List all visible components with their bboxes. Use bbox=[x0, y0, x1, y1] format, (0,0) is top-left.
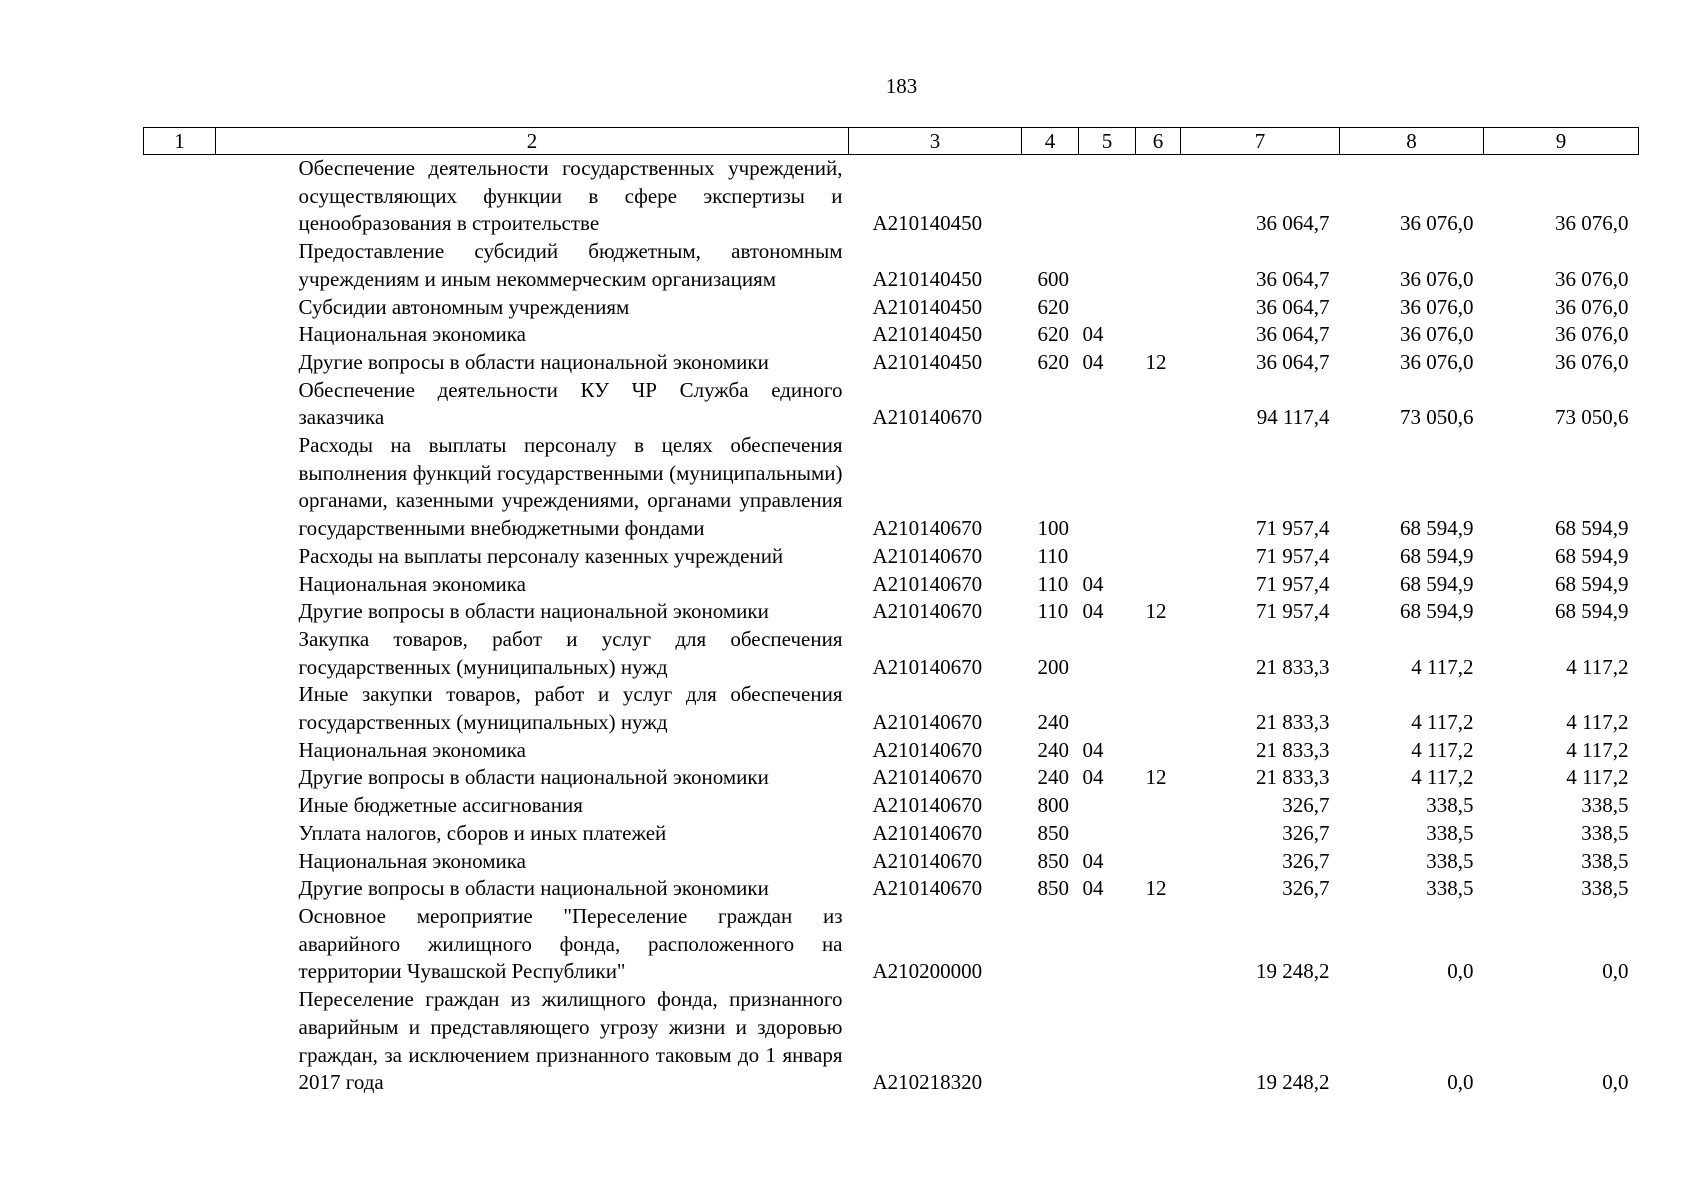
header-cell: 5 bbox=[1079, 128, 1136, 155]
row-amount-col9: 36 076,0 bbox=[1555, 211, 1629, 236]
row-subsection: 12 bbox=[1145, 349, 1167, 374]
row-amount-col8: 338,5 bbox=[1426, 793, 1474, 818]
row-section bbox=[1079, 681, 1136, 736]
row-amount-col9: 68 594,9 bbox=[1555, 599, 1629, 624]
row-expense-type: 110 bbox=[1037, 571, 1069, 596]
table-row bbox=[144, 155, 1639, 239]
row-empty-cell bbox=[144, 626, 216, 681]
row-expense-type: 850 bbox=[1037, 876, 1069, 901]
row-target-code: А210140670 bbox=[872, 599, 983, 624]
row-empty-cell bbox=[144, 820, 216, 848]
row-expense-type bbox=[1022, 377, 1079, 432]
row-subsection bbox=[1136, 848, 1181, 876]
row-section bbox=[1079, 903, 1136, 986]
row-amount-col8: 4 117,2 bbox=[1411, 710, 1474, 735]
table-row bbox=[144, 986, 1639, 1097]
row-section bbox=[1079, 986, 1136, 1097]
row-target-code: А210140670 bbox=[872, 793, 983, 818]
row-amount-col7: 36 064,7 bbox=[1256, 211, 1330, 236]
row-subsection: 12 bbox=[1145, 599, 1167, 624]
page-number: 183 bbox=[885, 74, 918, 98]
row-amount-col9: 36 076,0 bbox=[1555, 294, 1629, 319]
row-amount-col8: 68 594,9 bbox=[1400, 599, 1474, 624]
row-expense-type: 600 bbox=[1037, 266, 1069, 291]
row-amount-col7: 21 833,3 bbox=[1256, 654, 1330, 679]
header-cell: 9 bbox=[1484, 128, 1639, 155]
row-amount-col8: 36 076,0 bbox=[1400, 211, 1474, 236]
row-target-code: А210140670 bbox=[872, 405, 983, 430]
row-empty-cell bbox=[144, 764, 216, 792]
row-amount-col7: 94 117,4 bbox=[1256, 405, 1330, 430]
row-empty-cell bbox=[144, 321, 216, 349]
row-target-code: А210140450 bbox=[872, 349, 983, 374]
row-amount-col8: 36 076,0 bbox=[1400, 349, 1474, 374]
row-amount-col8: 4 117,2 bbox=[1411, 654, 1474, 679]
row-amount-col8: 338,5 bbox=[1426, 848, 1474, 873]
row-amount-col9: 0,0 bbox=[1602, 959, 1629, 984]
row-subsection bbox=[1136, 626, 1181, 681]
row-expense-type bbox=[1022, 155, 1079, 239]
row-amount-col7: 71 957,4 bbox=[1256, 571, 1330, 596]
row-empty-cell bbox=[144, 155, 216, 239]
header-cell: 2 bbox=[216, 128, 849, 155]
table-row bbox=[144, 432, 1639, 543]
row-amount-col7: 326,7 bbox=[1282, 793, 1330, 818]
row-description: Другие вопросы в области национальной экономики bbox=[298, 876, 769, 901]
row-amount-col8: 4 117,2 bbox=[1411, 737, 1474, 762]
row-expense-type: 240 bbox=[1037, 765, 1069, 790]
table-row bbox=[144, 238, 1639, 293]
row-description: Национальная экономика bbox=[298, 322, 526, 347]
table-row bbox=[144, 598, 1639, 626]
row-description: Уплата налогов, сборов и иных платежей bbox=[298, 820, 667, 845]
row-target-code: А210200000 bbox=[872, 959, 983, 984]
table-row bbox=[144, 875, 1639, 903]
row-amount-col9: 0,0 bbox=[1602, 1070, 1629, 1095]
row-description: Иные закупки товаров, работ и услуг для обеспечения государственных (муниципальных) нужд bbox=[298, 682, 843, 735]
row-expense-type: 240 bbox=[1037, 710, 1069, 735]
row-amount-col9: 4 117,2 bbox=[1566, 710, 1629, 735]
table-row bbox=[144, 820, 1639, 848]
row-amount-col9: 4 117,2 bbox=[1566, 654, 1629, 679]
table-row bbox=[144, 321, 1639, 349]
table-row bbox=[144, 737, 1639, 765]
budget-table bbox=[143, 127, 1639, 1097]
row-amount-col7: 71 957,4 bbox=[1256, 516, 1330, 541]
row-empty-cell bbox=[144, 875, 216, 903]
row-amount-col8: 338,5 bbox=[1426, 876, 1474, 901]
row-expense-type: 200 bbox=[1037, 654, 1069, 679]
row-expense-type: 800 bbox=[1037, 793, 1069, 818]
row-section: 04 bbox=[1082, 322, 1104, 347]
row-target-code: А210140670 bbox=[872, 571, 983, 596]
row-empty-cell bbox=[144, 571, 216, 599]
header-cell: 7 bbox=[1181, 128, 1340, 155]
row-target-code: А210140670 bbox=[872, 737, 983, 762]
row-expense-type bbox=[1022, 986, 1079, 1097]
row-description: Иные бюджетные ассигнования bbox=[298, 793, 583, 818]
table-row bbox=[144, 848, 1639, 876]
row-target-code: А210140450 bbox=[872, 266, 983, 291]
row-description: Закупка товаров, работ и услуг для обеспечения государственных (муниципальных) нужд bbox=[298, 626, 843, 679]
row-amount-col7: 36 064,7 bbox=[1256, 349, 1330, 374]
row-expense-type: 100 bbox=[1037, 516, 1069, 541]
row-amount-col7: 326,7 bbox=[1282, 876, 1330, 901]
row-target-code: А210140670 bbox=[872, 848, 983, 873]
row-amount-col7: 71 957,4 bbox=[1256, 543, 1330, 568]
row-subsection bbox=[1136, 155, 1181, 239]
row-empty-cell bbox=[144, 792, 216, 820]
row-section bbox=[1079, 432, 1136, 543]
row-expense-type bbox=[1022, 903, 1079, 986]
row-amount-col8: 68 594,9 bbox=[1400, 516, 1474, 541]
row-amount-col8: 68 594,9 bbox=[1400, 543, 1474, 568]
row-empty-cell bbox=[144, 432, 216, 543]
row-amount-col8: 0,0 bbox=[1447, 959, 1474, 984]
table-row bbox=[144, 903, 1639, 986]
row-amount-col7: 326,7 bbox=[1282, 820, 1330, 845]
row-amount-col9: 36 076,0 bbox=[1555, 322, 1629, 347]
row-section bbox=[1079, 294, 1136, 322]
row-target-code: А210140670 bbox=[872, 765, 983, 790]
row-amount-col7: 19 248,2 bbox=[1256, 959, 1330, 984]
row-expense-type: 620 bbox=[1037, 294, 1069, 319]
row-subsection bbox=[1136, 737, 1181, 765]
row-subsection: 12 bbox=[1145, 876, 1167, 901]
row-amount-col7: 326,7 bbox=[1282, 848, 1330, 873]
row-target-code: А210140670 bbox=[872, 876, 983, 901]
table-row bbox=[144, 543, 1639, 571]
row-empty-cell bbox=[144, 737, 216, 765]
row-empty-cell bbox=[144, 848, 216, 876]
row-subsection bbox=[1136, 377, 1181, 432]
row-amount-col7: 36 064,7 bbox=[1256, 294, 1330, 319]
row-section bbox=[1079, 626, 1136, 681]
row-amount-col9: 68 594,9 bbox=[1555, 543, 1629, 568]
row-subsection bbox=[1136, 681, 1181, 736]
header-cell: 1 bbox=[144, 128, 216, 155]
row-description: Обеспечение деятельности КУ ЧР Служба единого заказчика bbox=[298, 377, 843, 430]
row-amount-col7: 36 064,7 bbox=[1256, 322, 1330, 347]
table-row bbox=[144, 377, 1639, 432]
table-row bbox=[144, 626, 1639, 681]
row-target-code: А210140670 bbox=[872, 654, 983, 679]
row-subsection bbox=[1136, 432, 1181, 543]
row-amount-col8: 36 076,0 bbox=[1400, 322, 1474, 347]
row-description: Национальная экономика bbox=[298, 848, 526, 873]
row-target-code: А210140450 bbox=[872, 211, 983, 236]
row-section: 04 bbox=[1082, 349, 1104, 374]
row-description: Другие вопросы в области национальной экономики bbox=[298, 765, 769, 790]
row-amount-col9: 4 117,2 bbox=[1566, 737, 1629, 762]
row-amount-col7: 21 833,3 bbox=[1256, 710, 1330, 735]
row-target-code: А210140670 bbox=[872, 516, 983, 541]
row-amount-col8: 36 076,0 bbox=[1400, 294, 1474, 319]
row-expense-type: 620 bbox=[1037, 349, 1069, 374]
row-section bbox=[1079, 543, 1136, 571]
table-row bbox=[144, 349, 1639, 377]
row-subsection bbox=[1136, 903, 1181, 986]
header-cell: 4 bbox=[1022, 128, 1079, 155]
row-description: Переселение граждан из жилищного фонда, признанного аварийным и представляющего угрозу жизни и здоровью граждан, за исключением признанного таковым до 1 января 2017 года bbox=[298, 987, 843, 1095]
row-target-code: А210218320 bbox=[872, 1070, 983, 1095]
row-subsection bbox=[1136, 820, 1181, 848]
row-amount-col8: 68 594,9 bbox=[1400, 571, 1474, 596]
header-cell: 3 bbox=[849, 128, 1022, 155]
row-expense-type: 850 bbox=[1037, 848, 1069, 873]
table-header bbox=[144, 128, 1639, 155]
row-description: Расходы на выплаты персоналу казенных учреждений bbox=[298, 543, 784, 568]
row-section bbox=[1079, 155, 1136, 239]
table-body bbox=[144, 155, 1639, 1097]
row-target-code: А210140670 bbox=[872, 820, 983, 845]
row-expense-type: 850 bbox=[1037, 820, 1069, 845]
row-amount-col9: 68 594,9 bbox=[1555, 516, 1629, 541]
row-expense-type: 240 bbox=[1037, 737, 1069, 762]
row-section: 04 bbox=[1082, 876, 1104, 901]
row-description: Предоставление субсидий бюджетным, автономным учреждениям и иным некоммерческим организациям bbox=[298, 239, 843, 291]
row-description: Национальная экономика bbox=[298, 737, 526, 762]
row-subsection bbox=[1136, 294, 1181, 322]
row-section: 04 bbox=[1082, 848, 1104, 873]
row-description: Основное мероприятие "Переселение граждан из аварийного жилищного фонда, расположенного на территории Чувашской Республики" bbox=[298, 903, 843, 984]
row-section bbox=[1079, 820, 1136, 848]
table-row bbox=[144, 571, 1639, 599]
row-amount-col8: 338,5 bbox=[1426, 820, 1474, 845]
row-subsection bbox=[1136, 792, 1181, 820]
row-empty-cell bbox=[144, 238, 216, 293]
row-description: Обеспечение деятельности государственных учреждений, осуществляющих функции в сфере экспертизы и ценообразования в строительстве bbox=[298, 156, 843, 236]
row-amount-col9: 338,5 bbox=[1581, 820, 1629, 845]
row-amount-col7: 21 833,3 bbox=[1256, 765, 1330, 790]
row-amount-col9: 36 076,0 bbox=[1555, 266, 1629, 291]
row-amount-col7: 19 248,2 bbox=[1256, 1070, 1330, 1095]
row-empty-cell bbox=[144, 903, 216, 986]
row-empty-cell bbox=[144, 986, 216, 1097]
row-empty-cell bbox=[144, 349, 216, 377]
row-description: Национальная экономика bbox=[298, 571, 526, 596]
row-section: 04 bbox=[1082, 571, 1104, 596]
row-target-code: А210140670 bbox=[872, 543, 983, 568]
row-amount-col9: 338,5 bbox=[1581, 848, 1629, 873]
table-row bbox=[144, 792, 1639, 820]
row-empty-cell bbox=[144, 598, 216, 626]
row-amount-col7: 21 833,3 bbox=[1256, 737, 1330, 762]
row-section: 04 bbox=[1082, 765, 1104, 790]
header-cell: 6 bbox=[1136, 128, 1181, 155]
row-description: Другие вопросы в области национальной экономики bbox=[298, 599, 769, 624]
row-section bbox=[1079, 238, 1136, 293]
row-expense-type: 110 bbox=[1037, 543, 1069, 568]
row-amount-col8: 4 117,2 bbox=[1411, 765, 1474, 790]
table-row bbox=[144, 294, 1639, 322]
row-amount-col9: 338,5 bbox=[1581, 793, 1629, 818]
row-subsection bbox=[1136, 571, 1181, 599]
header-cell: 8 bbox=[1340, 128, 1484, 155]
row-subsection bbox=[1136, 543, 1181, 571]
row-amount-col8: 36 076,0 bbox=[1400, 266, 1474, 291]
row-empty-cell bbox=[144, 294, 216, 322]
row-subsection bbox=[1136, 238, 1181, 293]
row-section: 04 bbox=[1082, 599, 1104, 624]
table-row bbox=[144, 681, 1639, 736]
row-section bbox=[1079, 377, 1136, 432]
row-target-code: А210140450 bbox=[872, 322, 983, 347]
row-subsection bbox=[1136, 986, 1181, 1097]
table-row bbox=[144, 764, 1639, 792]
row-empty-cell bbox=[144, 543, 216, 571]
row-section: 04 bbox=[1082, 737, 1104, 762]
row-description: Другие вопросы в области национальной экономики bbox=[298, 349, 769, 374]
row-amount-col9: 4 117,2 bbox=[1566, 765, 1629, 790]
row-amount-col9: 36 076,0 bbox=[1555, 349, 1629, 374]
row-amount-col8: 0,0 bbox=[1447, 1070, 1474, 1095]
row-description: Субсидии автономным учреждениям bbox=[298, 294, 630, 319]
row-section bbox=[1079, 792, 1136, 820]
row-amount-col7: 71 957,4 bbox=[1256, 599, 1330, 624]
row-empty-cell bbox=[144, 681, 216, 736]
row-amount-col9: 73 050,6 bbox=[1555, 405, 1629, 430]
row-amount-col9: 338,5 bbox=[1581, 876, 1629, 901]
row-amount-col8: 73 050,6 bbox=[1400, 405, 1474, 430]
row-subsection bbox=[1136, 321, 1181, 349]
row-target-code: А210140450 bbox=[872, 294, 983, 319]
row-expense-type: 620 bbox=[1037, 322, 1069, 347]
row-target-code: А210140670 bbox=[872, 710, 983, 735]
row-description: Расходы на выплаты персоналу в целях обеспечения выполнения функций государственными (муниципальными) органами, казенными учреждениями, органами управления государственными внебюджетными фондами bbox=[298, 433, 843, 541]
row-expense-type: 110 bbox=[1037, 599, 1069, 624]
row-amount-col7: 36 064,7 bbox=[1256, 266, 1330, 291]
row-empty-cell bbox=[144, 377, 216, 432]
row-subsection: 12 bbox=[1145, 765, 1167, 790]
row-amount-col9: 68 594,9 bbox=[1555, 571, 1629, 596]
